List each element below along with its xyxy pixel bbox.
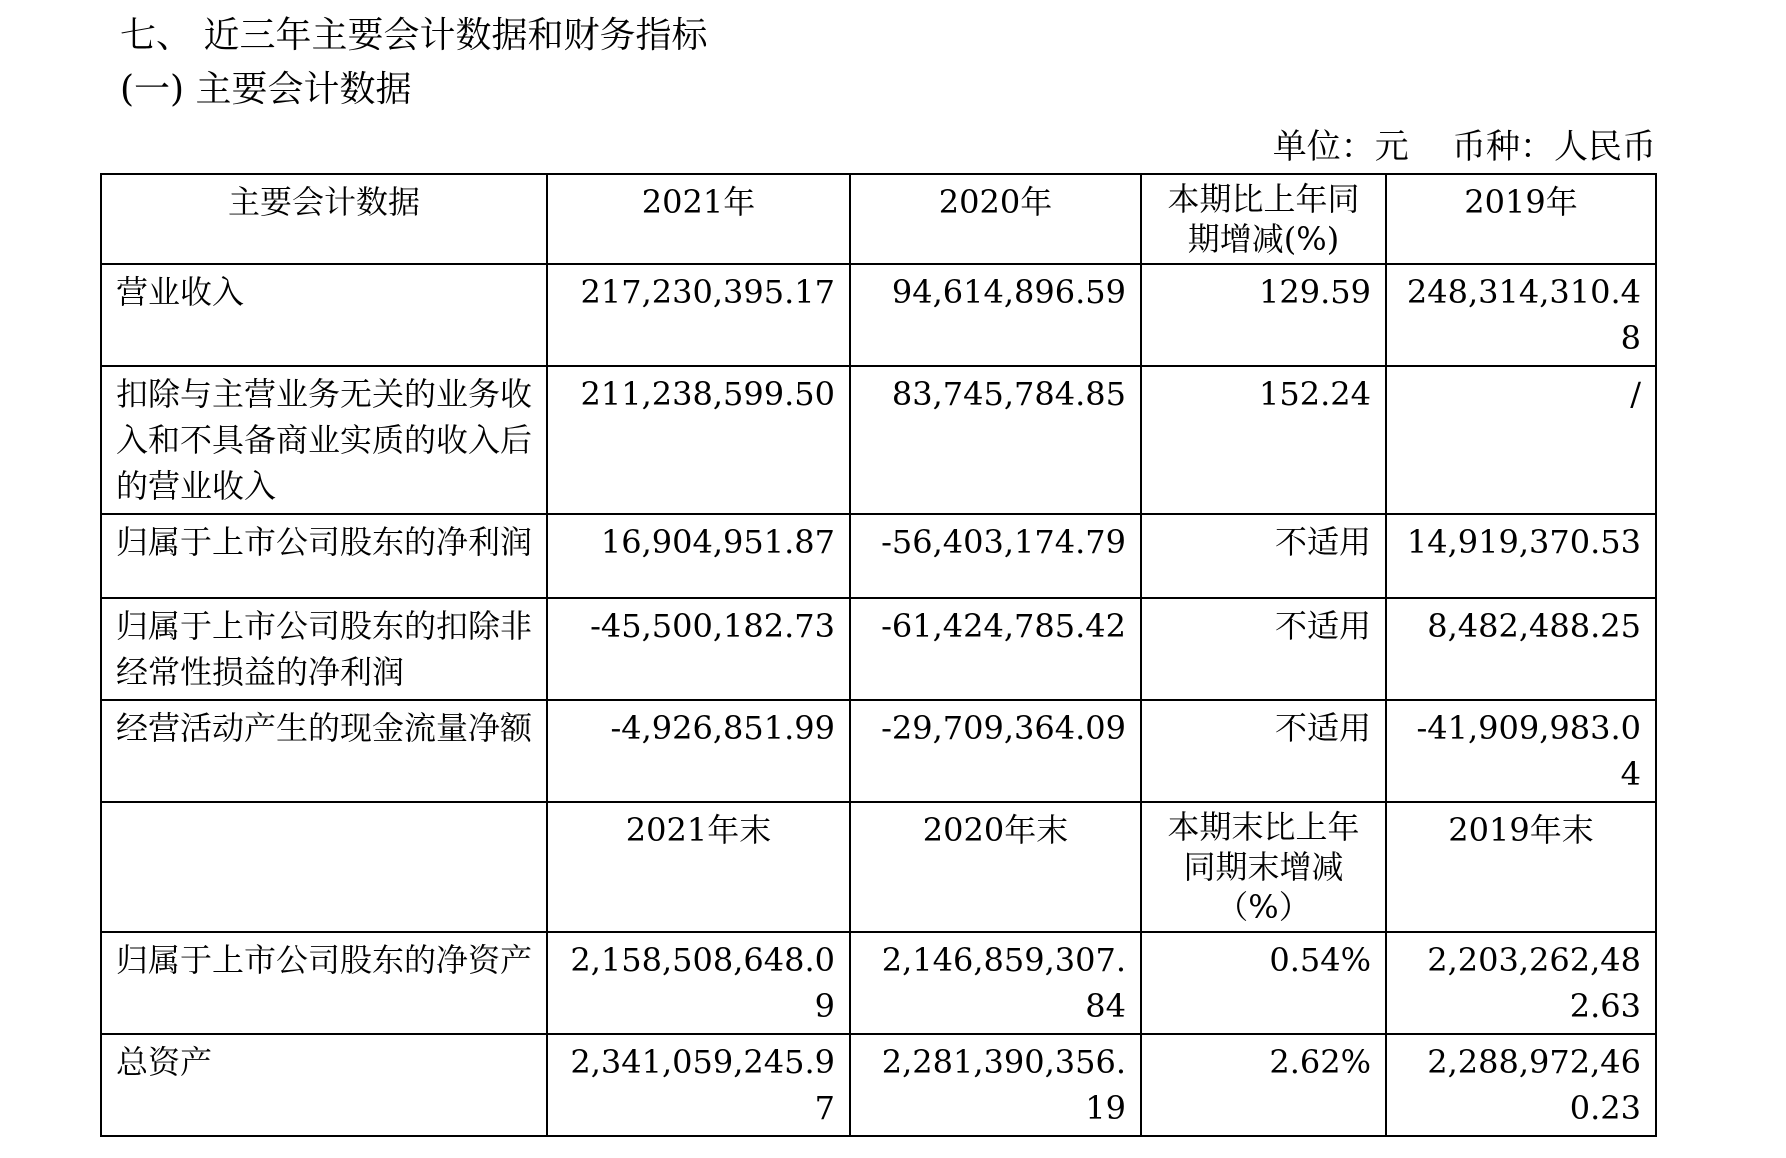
subsection-title: (一) 主要会计数据 — [120, 69, 412, 110]
value-cell: 152.24 — [1141, 366, 1386, 514]
row-label: 经营活动产生的现金流量净额 — [101, 700, 547, 802]
value-cell: 2,146,859,307.84 — [850, 932, 1141, 1034]
value-cell: 83,745,784.85 — [850, 366, 1141, 514]
value-cell: 0.54% — [1141, 932, 1386, 1034]
header-cell: 2019年末 — [1386, 802, 1656, 932]
header-cell: 2019年 — [1386, 174, 1656, 264]
value-cell: 不适用 — [1141, 598, 1386, 700]
header-cell: 主要会计数据 — [101, 174, 547, 264]
table-row — [101, 932, 1656, 1034]
header-cell: 本期末比上年同期末增减（%） — [1141, 802, 1386, 932]
table-header-row — [101, 802, 1656, 932]
table-row — [101, 366, 1656, 514]
value-cell: 16,904,951.87 — [547, 514, 850, 598]
value-cell: 2,341,059,245.97 — [547, 1034, 850, 1136]
row-label: 总资产 — [101, 1034, 547, 1136]
row-label: 扣除与主营业务无关的业务收入和不具备商业实质的收入后的营业收入 — [101, 366, 547, 514]
value-cell: 不适用 — [1141, 700, 1386, 802]
table-row — [101, 514, 1656, 598]
header-cell: 本期比上年同期增减(%) — [1141, 174, 1386, 264]
value-cell: 8,482,488.25 — [1386, 598, 1656, 700]
value-cell: 211,238,599.50 — [547, 366, 850, 514]
row-label: 归属于上市公司股东的扣除非经常性损益的净利润 — [101, 598, 547, 700]
row-label: 归属于上市公司股东的净资产 — [101, 932, 547, 1034]
value-cell: 2,281,390,356.19 — [850, 1034, 1141, 1136]
table-row — [101, 1034, 1656, 1136]
table-row — [101, 598, 1656, 700]
header-cell: 2021年 — [547, 174, 850, 264]
value-cell: 不适用 — [1141, 514, 1386, 598]
value-cell: -45,500,182.73 — [547, 598, 850, 700]
header-cell: 2021年末 — [547, 802, 850, 932]
value-cell: 2,203,262,482.63 — [1386, 932, 1656, 1034]
value-cell: / — [1386, 366, 1656, 514]
value-cell: -61,424,785.42 — [850, 598, 1141, 700]
value-cell: 2.62% — [1141, 1034, 1386, 1136]
value-cell: 217,230,395.17 — [547, 264, 850, 366]
value-cell: 14,919,370.53 — [1386, 514, 1656, 598]
value-cell: -29,709,364.09 — [850, 700, 1141, 802]
value-cell: 2,158,508,648.09 — [547, 932, 850, 1034]
header-cell: 2020年 — [850, 174, 1141, 264]
value-cell: 2,288,972,460.23 — [1386, 1034, 1656, 1136]
header-cell — [101, 802, 547, 932]
row-label: 营业收入 — [101, 264, 547, 366]
value-cell: -41,909,983.04 — [1386, 700, 1656, 802]
table-row — [101, 700, 1656, 802]
value-cell: 94,614,896.59 — [850, 264, 1141, 366]
row-label: 归属于上市公司股东的净利润 — [101, 514, 547, 598]
table-row — [101, 264, 1656, 366]
accounting-data-table — [100, 173, 1657, 1137]
value-cell: -4,926,851.99 — [547, 700, 850, 802]
value-cell: 129.59 — [1141, 264, 1386, 366]
header-cell: 2020年末 — [850, 802, 1141, 932]
table-header-row — [101, 174, 1656, 264]
unit-currency-note: 单位：元 币种：人民币 — [1272, 127, 1656, 167]
value-cell: -56,403,174.79 — [850, 514, 1141, 598]
value-cell: 248,314,310.48 — [1386, 264, 1656, 366]
section-title: 七、 近三年主要会计数据和财务指标 — [120, 15, 708, 56]
